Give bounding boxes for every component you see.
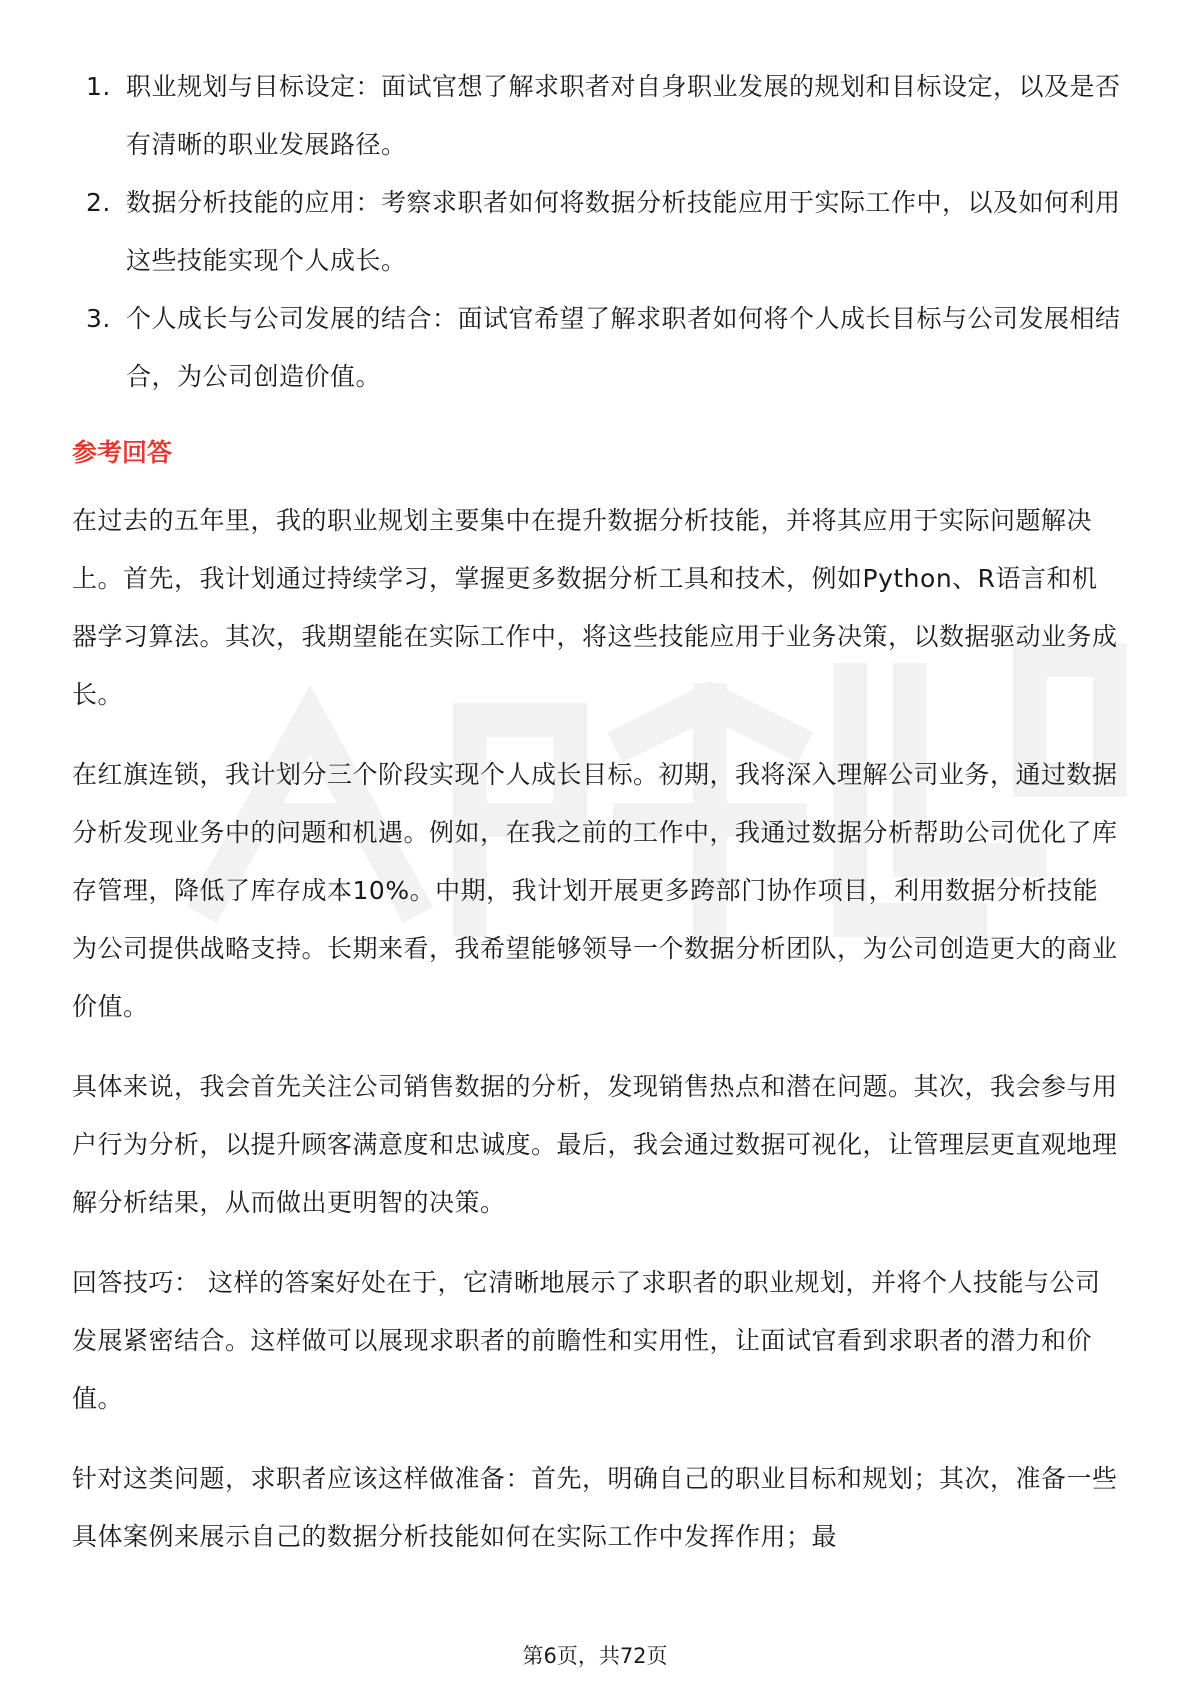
main-content xyxy=(72,58,1122,1566)
page-number: 第6页，共72页 xyxy=(522,1644,668,1668)
question-points-list xyxy=(72,58,1122,406)
list-item xyxy=(72,58,1122,174)
preparation-paragraph: 针对这类问题，求职者应该这样做准备：首先，明确自己的职业目标和规划；其次，准备一些具体案例来展示自己的数据分析技能如何在实际工作中发挥作用；最 xyxy=(72,1464,1118,1551)
list-item-number: 1. xyxy=(86,72,111,101)
list-item-text: 职业规划与目标设定：面试官想了解求职者对自身职业发展的规划和目标设定，以及是否有清晰的职业发展路径。 xyxy=(126,72,1121,159)
answer-paragraph: 在红旗连锁，我计划分三个阶段实现个人成长目标。初期，我将深入理解公司业务，通过数据分析发现业务中的问题和机遇。例如，在我之前的工作中，我通过数据分析帮助公司优化了库存管理，降低了库存成本10%。中期，我计划开展更多跨部门协作项目，利用数据分析技能为公司提供战略支持。长期来看，我希望能够领导一个数据分析团队，为公司创造更大的商业价值。 xyxy=(72,760,1118,1021)
list-item-number: 2. xyxy=(86,188,111,217)
list-item-text: 数据分析技能的应用：考察求职者如何将数据分析技能应用于实际工作中，以及如何利用这些技能实现个人成长。 xyxy=(126,188,1121,275)
answer-paragraph: 在过去的五年里，我的职业规划主要集中在提升数据分析技能，并将其应用于实际问题解决上。首先，我计划通过持续学习，掌握更多数据分析工具和技术，例如Python、R语言和机器学习算法。其次，我期望能在实际工作中，将这些技能应用于业务决策，以数据驱动业务成长。 xyxy=(72,506,1118,709)
section-heading: 参考回答 xyxy=(72,438,173,467)
list-item xyxy=(72,174,1122,290)
list-item-number: 3. xyxy=(86,304,111,333)
answer-paragraph: 具体来说，我会首先关注公司销售数据的分析，发现销售热点和潜在问题。其次，我会参与用户行为分析，以提升顾客满意度和忠诚度。最后，我会通过数据可视化，让管理层更直观地理解分析结果，从而做出更明智的决策。 xyxy=(72,1072,1118,1217)
list-item-text: 个人成长与公司发展的结合：面试官希望了解求职者如何将个人成长目标与公司发展相结合，为公司创造价值。 xyxy=(126,304,1121,391)
list-item xyxy=(72,290,1122,406)
tips-paragraph: 回答技巧： 这样的答案好处在于，它清晰地展示了求职者的职业规划，并将个人技能与公司发展紧密结合。这样做可以展现求职者的前瞻性和实用性，让面试官看到求职者的潜力和价值。 xyxy=(72,1268,1101,1413)
